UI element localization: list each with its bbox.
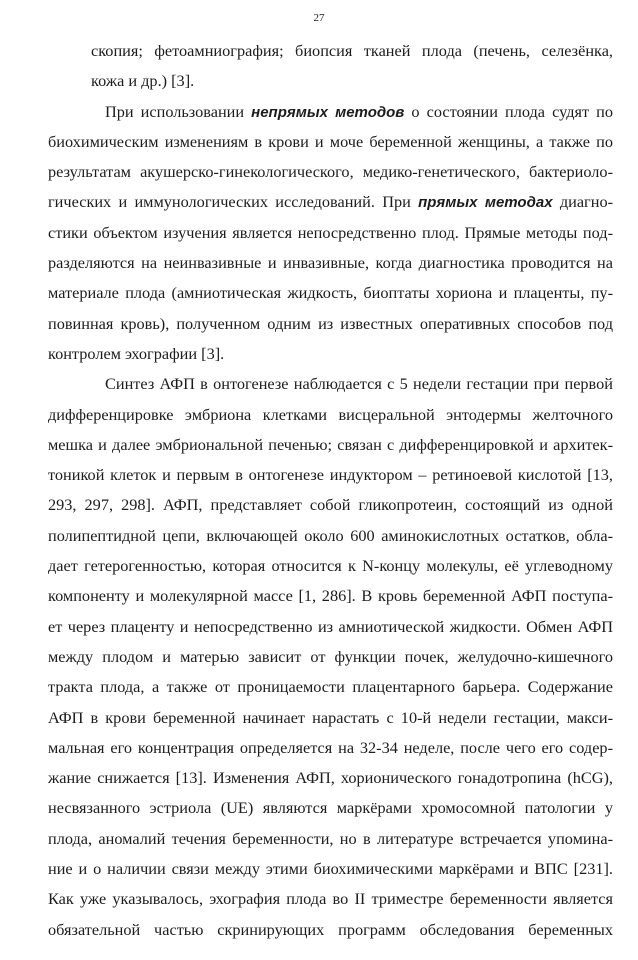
text-line: ет через плаценту и непосредственно из амниотической жидкости. Обмен АФП — [48, 616, 613, 636]
text-line: несвязанного эстриола (UE) являются маркёрами хромосомной патологии у — [48, 798, 613, 818]
text-line: разделяются на неинвазивные и инвазивные, когда диагностика проводится на — [48, 253, 613, 273]
text-line: материале плода (амниотическая жидкость, биоптаты хориона и плаценты, пу- — [48, 283, 613, 303]
text-line: 293, 297, 298]. АФП, представляет собой гликопротеин, состоящий из одной — [48, 495, 613, 515]
text-segment: гических и иммунологических исследований. При — [48, 192, 419, 212]
text-line: между плодом и матерью зависит от функции почек, желудочно-кишечного — [48, 646, 613, 666]
text-line: мальная его концентрация определяется на 32-34 неделе, после чего его содер- — [48, 737, 613, 757]
text-line: Синтез АФП в онтогенезе наблюдается с 5 недели гестации при первой — [105, 374, 613, 394]
text-line: плода, аномалий течения беременности, но в литературе встречается упомина- — [48, 828, 613, 848]
text-line: компоненту и молекулярной массе [1, 286]. В кровь беременной АФП поступа- — [48, 586, 613, 606]
text-line: результатам акушерско-гинекологического, медико-генетического, бактериоло- — [48, 162, 613, 182]
text-line: АФП в крови беременной начинает нарастать с 10-й недели гестации, макси- — [48, 707, 613, 727]
page-body — [48, 36, 613, 945]
text-line: кожа и др.) [3]. — [91, 71, 195, 91]
emphasis-term: непрямых методов — [251, 103, 405, 121]
text-segment: о состоянии плода судят по — [404, 101, 613, 121]
text-line: обязательной частью скринирующих программ обследования беременных — [48, 919, 613, 939]
text-line — [48, 187, 613, 217]
text-line: полипептидной цепи, включающей около 600 аминокислотных остатков, обла- — [48, 525, 613, 545]
text-line: контролем эхографии [3]. — [48, 343, 225, 363]
page-number: 27 — [313, 12, 325, 24]
text-line: дифференцировке эмбриона клетками висцеральной энтодермы желточного — [48, 404, 613, 424]
emphasis-term: прямых методах — [418, 194, 553, 212]
text-line: дает гетерогенностью, которая относится к N-концу молекулы, её углеводному — [48, 556, 613, 576]
text-line: тракта плода, а также от проницаемости плацентарного барьера. Содержание — [48, 677, 613, 697]
text-segment: диагно- — [552, 192, 614, 212]
text-line: мешка и далее эмбриональной печенью; связан с дифференцировкой и архитек- — [48, 434, 613, 454]
text-line: ние и о наличии связи между этими биохимическими маркёрами и ВПС [231]. — [48, 859, 613, 879]
text-segment: При использовании — [105, 101, 252, 121]
text-line — [48, 97, 613, 127]
text-line: жание снижается [13]. Изменения АФП, хорионического гонадотропина (hCG), — [48, 768, 613, 788]
text-line: скопия; фетоамниография; биопсия тканей плода (печень, селезёнка, — [91, 41, 613, 60]
text-line: тоникой клеток и первым в онтогенезе индуктором – ретиноевой кислотой [13, — [48, 465, 613, 485]
text-line: повинная кровь), полученном одним из известных оперативных способов под — [48, 313, 613, 333]
text-line: Как уже указывалось, эхография плода во II триместре беременности является — [48, 889, 613, 909]
text-line: биохимическим изменениям в крови и моче беременной женщины, а также по — [48, 131, 613, 151]
text-line: стики объектом изучения является непосредственно плод. Прямые методы под- — [48, 222, 613, 242]
